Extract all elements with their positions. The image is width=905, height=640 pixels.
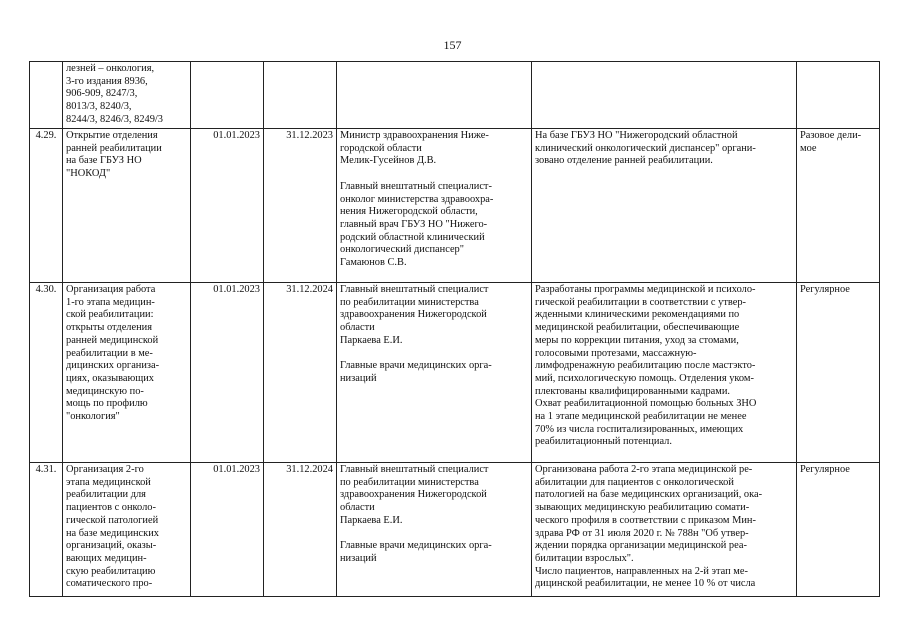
activity-cell: Открытие отделения ранней реабилитации на базе ГБУЗ НО "НОКОД"	[63, 129, 191, 283]
end-date-cell: 31.12.2024	[264, 283, 337, 463]
table-row	[30, 283, 880, 463]
plan-table	[29, 61, 880, 597]
end-date-cell: 31.12.2023	[264, 129, 337, 283]
row-number	[30, 62, 63, 129]
start-date-cell: 01.01.2023	[191, 129, 264, 283]
page-number: 157	[443, 38, 462, 52]
activity-cell: Организация 2-го этапа медицинской реабилитации для пациентов с онколо- гической патологией на базе медицинских организаций, оказы- вающих медицин- скую реабилитацию соматического про-	[63, 463, 191, 597]
activity-cell: Организация работа 1-го этапа медицин- ской реабилитации: открыты отделения ранней медицинской реабилитации в ме- дицинских организа- циях, оказывающих медицинскую по- мощь по профилю "онкология"	[63, 283, 191, 463]
result-cell: Организована работа 2-го этапа медицинской ре- абилитации для пациентов с онкологической патологией на базе медицинских организаций, ока- зывающих медицинскую реабилитацию сомати- ческого профиля в соответствии с приказом Мин- здрава РФ от 31 июля 2020 г. № 788н "Об утвер- ждении порядка организации медицинской реа- билитации взрослых". Число пациентов, направленных на 2-й этап ме- дицинской реабилитации, не менее 10 % от числа	[532, 463, 797, 597]
row-number: 4.30.	[30, 283, 63, 463]
end-date-cell	[264, 62, 337, 129]
row-number: 4.29.	[30, 129, 63, 283]
responsible-cell: Главный внештатный специалист по реабилитации министерства здравоохранения Нижегородской области Паркаева Е.И. Главные врачи медицинских орга- низаций	[337, 463, 532, 597]
result-cell	[532, 62, 797, 129]
start-date-cell	[191, 62, 264, 129]
responsible-cell	[337, 62, 532, 129]
result-cell: На базе ГБУЗ НО "Нижегородский областной клинический онкологический диспансер" органи- зовано отделение ранней реабилитации.	[532, 129, 797, 283]
responsible-cell: Главный внештатный специалист по реабилитации министерства здравоохранения Нижегородской области Паркаева Е.И. Главные врачи медицинских орга- низаций	[337, 283, 532, 463]
activity-cell: лезней – онкология, 3-го издания 8936, 906-909, 8247/3, 8013/3, 8240/3, 8244/3, 8246/3, 8249/3	[63, 62, 191, 129]
periodicity-cell: Регулярное	[797, 283, 880, 463]
table-row	[30, 463, 880, 597]
result-cell: Разработаны программы медицинской и психоло- гической реабилитации в соответствии с утвер- жденными клиническими рекомендациями по медицинской реабилитации, обеспечивающие меры по коррекции питания, уход за стомами, голосовыми протезами, массажную- лимфодренажную реабилитацию после мастэкто- мий, психологическую помощь. Отделения уком- плектованы квалифицированными кадрами. Охват реабилитационной помощью больных ЗНО на 1 этапе медицинской реабилитации не менее 70% из числа госпитализированных, имеющих реабилитационный потенциал.	[532, 283, 797, 463]
periodicity-cell	[797, 62, 880, 129]
start-date-cell: 01.01.2023	[191, 283, 264, 463]
end-date-cell: 31.12.2024	[264, 463, 337, 597]
periodicity-cell: Регулярное	[797, 463, 880, 597]
responsible-cell: Министр здравоохранения Ниже- городской области Мелик-Гусейнов Д.В. Главный внештатный специалист- онколог министерства здравоохра- нения Нижегородской области, главный врач ГБУЗ НО "Нижего- родский областной клинический онкологический диспансер" Гамаюнов С.В.	[337, 129, 532, 283]
table-row	[30, 62, 880, 129]
start-date-cell: 01.01.2023	[191, 463, 264, 597]
table-row	[30, 129, 880, 283]
row-number: 4.31.	[30, 463, 63, 597]
periodicity-cell: Разовое дели- мое	[797, 129, 880, 283]
